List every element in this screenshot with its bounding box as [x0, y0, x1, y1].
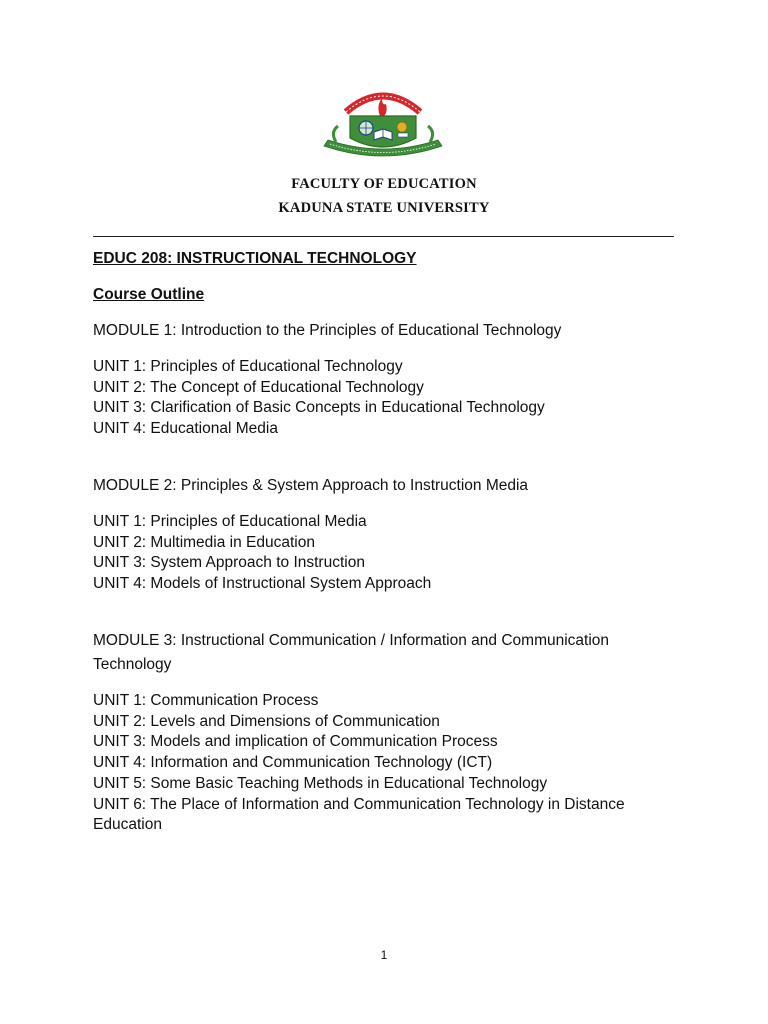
module-2-title: MODULE 2: Principles & System Approach to Instruction Media: [93, 477, 529, 494]
list-item: UNIT 1: Principles of Educational Media: [93, 513, 367, 530]
faculty-heading: FACULTY OF EDUCATION: [291, 176, 477, 192]
list-item: UNIT 2: Levels and Dimensions of Communication: [93, 712, 440, 730]
header-divider: [93, 236, 674, 237]
list-item: UNIT 5: Some Basic Teaching Methods in Educational Technology: [93, 774, 548, 792]
module-1-units: [93, 357, 545, 440]
list-item: UNIT 4: Models of Instructional System Approach: [93, 575, 432, 593]
list-item: UNIT 4: Information and Communication Technology (ICT): [93, 754, 493, 772]
page-number: 1: [380, 948, 388, 962]
list-item: UNIT 6: The Place of Information and Communication Technology in Distance Education: [93, 795, 625, 834]
module-3-title: MODULE 3: Instructional Communication / Information and Communication Technology: [93, 632, 610, 673]
list-item: UNIT 4: Educational Media: [93, 420, 278, 438]
list-item: UNIT 3: Models and implication of Communication Process: [93, 733, 498, 751]
module-3-units: [93, 691, 673, 836]
list-item: UNIT 1: Principles of Educational Technology: [93, 358, 403, 375]
module-2-units: [93, 512, 431, 595]
list-item: UNIT 2: The Concept of Educational Technology: [93, 378, 424, 396]
module-1-title: MODULE 1: Introduction to the Principles of Educational Technology: [93, 322, 562, 339]
list-item: UNIT 3: Clarification of Basic Concepts in Educational Technology: [93, 399, 545, 417]
university-logo: [316, 86, 450, 160]
list-item: UNIT 3: System Approach to Instruction: [93, 554, 365, 572]
university-heading: KADUNA STATE UNIVERSITY: [278, 200, 490, 216]
course-outline-heading: Course Outline: [93, 286, 205, 303]
course-title: EDUC 208: INSTRUCTIONAL TECHNOLOGY: [93, 250, 417, 267]
logo-torch-flame: [378, 98, 386, 116]
list-item: UNIT 2: Multimedia in Education: [93, 533, 315, 551]
list-item: UNIT 1: Communication Process: [93, 692, 319, 709]
